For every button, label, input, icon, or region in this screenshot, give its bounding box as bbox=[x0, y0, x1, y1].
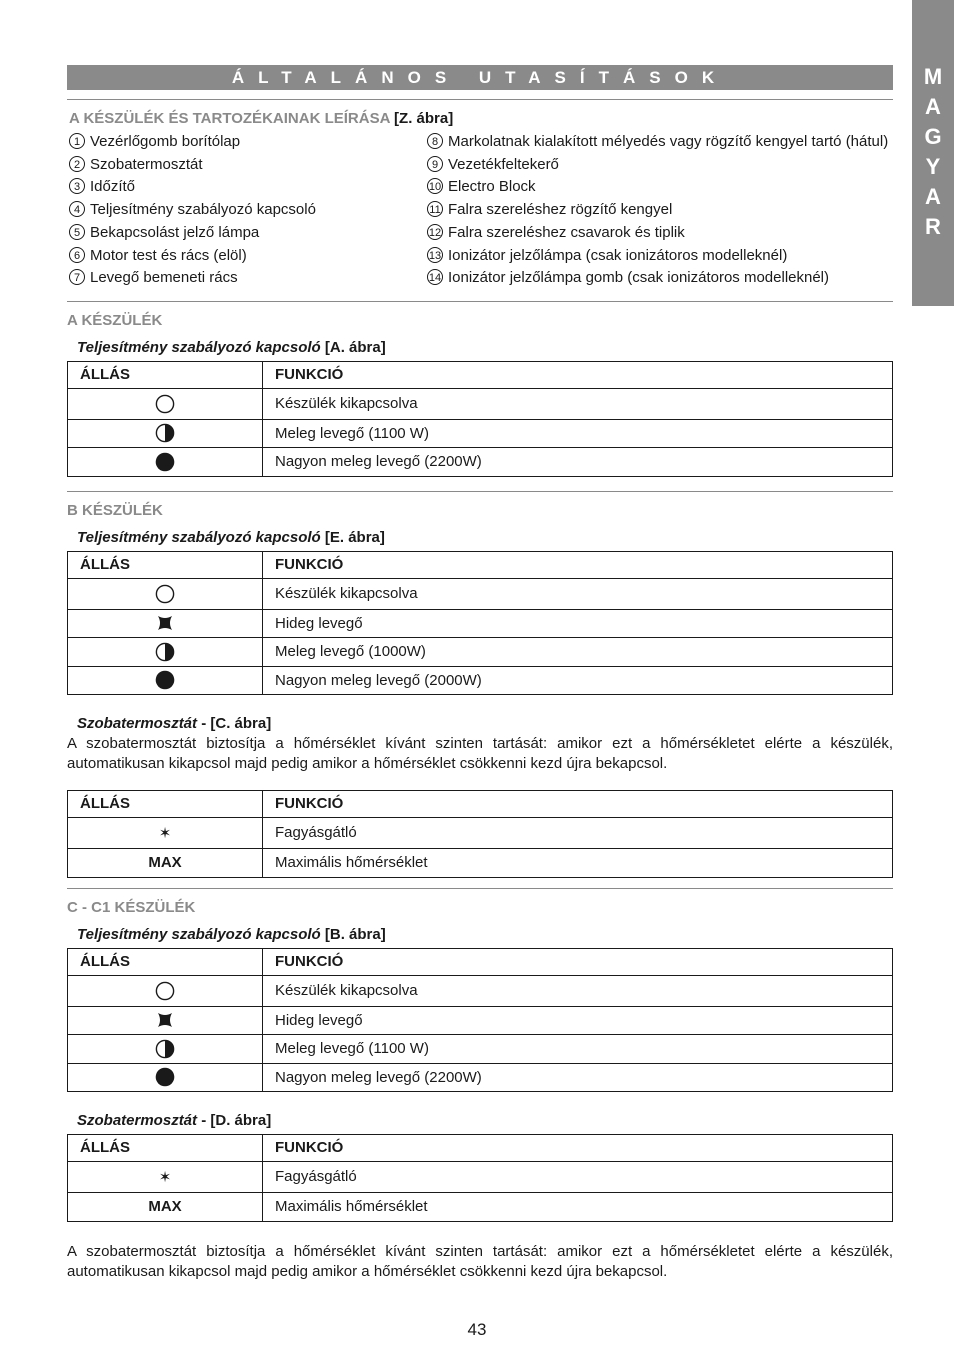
col-header-position: ÁLLÁS bbox=[68, 361, 263, 388]
function-cell: Meleg levegő (1000W) bbox=[263, 637, 893, 666]
subheading-italic: Szobatermosztát bbox=[77, 714, 198, 732]
off-circle-icon bbox=[155, 584, 175, 604]
table-header-row bbox=[68, 948, 893, 975]
function-cell: Nagyon meleg levegő (2200W) bbox=[263, 1063, 893, 1091]
description-ref: [Z. ábra] bbox=[394, 110, 454, 127]
table-row bbox=[68, 447, 893, 476]
table-row bbox=[68, 817, 893, 848]
table-row bbox=[68, 848, 893, 877]
section-a-heading: A KÉSZÜLÉK bbox=[67, 311, 163, 329]
col-header-position: ÁLLÁS bbox=[68, 948, 263, 975]
list-item bbox=[69, 222, 427, 245]
tab-letter: Y bbox=[925, 154, 941, 179]
col-header-function: FUNKCIÓ bbox=[263, 361, 893, 388]
item-text: Levegő bemeneti rács bbox=[90, 269, 238, 287]
list-item bbox=[69, 176, 427, 199]
thermostat-b-table bbox=[67, 790, 893, 878]
parts-list-left bbox=[69, 131, 427, 290]
function-cell: Maximális hőmérséklet bbox=[263, 848, 893, 877]
item-number: 11 bbox=[427, 201, 443, 217]
list-item bbox=[427, 222, 888, 245]
table-header-row bbox=[68, 361, 893, 388]
function-cell: Készülék kikapcsolva bbox=[263, 578, 893, 609]
language-side-tab bbox=[912, 0, 954, 306]
item-number: 10 bbox=[427, 178, 443, 194]
position-cell bbox=[68, 419, 263, 447]
list-item bbox=[69, 131, 427, 154]
col-header-position: ÁLLÁS bbox=[68, 1134, 263, 1161]
table-header-row bbox=[68, 790, 893, 817]
list-item bbox=[69, 154, 427, 177]
full-circle-icon bbox=[155, 1067, 175, 1087]
page-title: ÁLTALÁNOS UTASÍTÁSOK bbox=[67, 65, 893, 90]
item-text: Vezetékfeltekerő bbox=[448, 155, 559, 173]
item-number: 12 bbox=[427, 224, 443, 240]
position-cell bbox=[68, 975, 263, 1006]
table-row bbox=[68, 975, 893, 1006]
item-number: 7 bbox=[69, 269, 85, 285]
position-cell: ✶ bbox=[68, 817, 263, 848]
subheading-ref: [E. ábra] bbox=[324, 528, 385, 546]
table-header-row bbox=[68, 1134, 893, 1161]
item-text: Markolatnak kialakított mélyedés vagy rögzítő kengyel tartó (hátul) bbox=[448, 133, 889, 150]
function-cell: Hideg levegő bbox=[263, 609, 893, 637]
table-header-row bbox=[68, 551, 893, 578]
section-b-heading: B KÉSZÜLÉK bbox=[67, 501, 163, 519]
function-cell: Maximális hőmérséklet bbox=[263, 1192, 893, 1221]
page-content bbox=[67, 65, 893, 1282]
thermostat-b-heading bbox=[77, 715, 893, 732]
position-cell bbox=[68, 447, 263, 476]
item-text: Vezérlőgomb borítólap bbox=[90, 133, 241, 150]
function-cell: Nagyon meleg levegő (2000W) bbox=[263, 666, 893, 694]
function-cell: Nagyon meleg levegő (2200W) bbox=[263, 447, 893, 476]
list-item bbox=[69, 267, 427, 290]
title-divider bbox=[67, 99, 893, 100]
full-circle-icon bbox=[155, 452, 175, 472]
item-number: 6 bbox=[69, 247, 85, 263]
list-item bbox=[69, 245, 427, 268]
item-text: Motor test és rács (elöl) bbox=[90, 246, 247, 264]
tab-letter: M bbox=[923, 64, 943, 89]
item-text: Falra szereléshez csavarok és tiplik bbox=[448, 223, 685, 241]
position-cell bbox=[68, 609, 263, 637]
item-number: 3 bbox=[69, 178, 85, 194]
table-row bbox=[68, 1161, 893, 1192]
item-number: 2 bbox=[69, 156, 85, 172]
item-number: 8 bbox=[427, 133, 443, 149]
col-header-position: ÁLLÁS bbox=[68, 790, 263, 817]
thermostat-c-table bbox=[67, 1134, 893, 1222]
list-item bbox=[427, 176, 888, 199]
col-header-function: FUNKCIÓ bbox=[263, 790, 893, 817]
list-item bbox=[427, 131, 888, 154]
table-row bbox=[68, 419, 893, 447]
position-cell bbox=[68, 578, 263, 609]
fan-icon bbox=[155, 613, 175, 633]
tab-letter: A bbox=[925, 184, 941, 209]
item-text: Ionizátor jelzőlámpa (csak ionizátoros modelleknél) bbox=[448, 246, 788, 264]
item-text: Electro Block bbox=[448, 178, 536, 196]
table-row bbox=[68, 1006, 893, 1034]
function-cell: Készülék kikapcsolva bbox=[263, 388, 893, 419]
off-circle-icon bbox=[155, 981, 175, 1001]
section-divider bbox=[67, 491, 893, 492]
position-cell bbox=[68, 637, 263, 666]
item-text: Ionizátor jelzőlámpa gomb (csak ionizátoros modelleknél) bbox=[448, 269, 830, 287]
function-cell: Fagyásgátló bbox=[263, 1161, 893, 1192]
fan-icon bbox=[155, 1010, 175, 1030]
function-cell: Készülék kikapcsolva bbox=[263, 975, 893, 1006]
position-cell: MAX bbox=[68, 1192, 263, 1221]
thermostat-c-heading bbox=[77, 1112, 893, 1129]
item-text: Bekapcsolást jelző lámpa bbox=[90, 223, 260, 241]
col-header-position: ÁLLÁS bbox=[68, 551, 263, 578]
half-circle-icon bbox=[155, 423, 175, 443]
item-number: 13 bbox=[427, 247, 443, 263]
item-number: 1 bbox=[69, 133, 85, 149]
off-circle-icon bbox=[155, 394, 175, 414]
list-item bbox=[427, 154, 888, 177]
table-row bbox=[68, 1063, 893, 1091]
item-number: 14 bbox=[427, 269, 443, 285]
section-a-subheading bbox=[77, 339, 893, 356]
position-cell bbox=[68, 1063, 263, 1091]
item-text: Időzítő bbox=[90, 178, 136, 196]
subheading-ref: - [D. ábra] bbox=[201, 1111, 272, 1129]
table-row bbox=[68, 666, 893, 694]
position-cell: ✶ bbox=[68, 1161, 263, 1192]
section-b-subheading bbox=[77, 529, 893, 546]
full-circle-icon bbox=[155, 670, 175, 690]
half-circle-icon bbox=[155, 642, 175, 662]
section-c-table bbox=[67, 948, 893, 1092]
function-cell: Hideg levegő bbox=[263, 1006, 893, 1034]
section-a-table bbox=[67, 361, 893, 477]
description-heading bbox=[69, 110, 893, 127]
list-item bbox=[427, 199, 888, 222]
description-heading-text: A KÉSZÜLÉK ÉS TARTOZÉKAINAK LEÍRÁSA bbox=[69, 110, 390, 127]
list-item bbox=[69, 199, 427, 222]
item-text: Szobatermosztát bbox=[90, 155, 203, 173]
item-text: Teljesítmény szabályozó kapcsoló bbox=[90, 201, 316, 219]
table-row bbox=[68, 1192, 893, 1221]
section-b-table bbox=[67, 551, 893, 695]
parts-list bbox=[69, 131, 893, 290]
position-cell bbox=[68, 1006, 263, 1034]
subheading-italic: Teljesítmény szabályozó kapcsoló bbox=[77, 528, 321, 546]
subheading-italic: Teljesítmény szabályozó kapcsoló bbox=[77, 925, 321, 943]
item-number: 4 bbox=[69, 201, 85, 217]
page-number: 43 bbox=[467, 1320, 487, 1339]
subheading-italic: Szobatermosztát bbox=[77, 1111, 198, 1129]
col-header-function: FUNKCIÓ bbox=[263, 551, 893, 578]
thermostat-c-text: A szobatermosztát biztosítja a hőmérséklet kívánt szinten tartását: amikor ezt a hőmérsékletet elérte a készülék, automatikusan kikapcsol majd pedig amikor a hőmérséklet csökkenni kezd újra bekapcsol. bbox=[67, 1242, 893, 1280]
section-divider bbox=[67, 301, 893, 302]
half-circle-icon bbox=[155, 1039, 175, 1059]
thermostat-b-text: A szobatermosztát biztosítja a hőmérséklet kívánt szinten tartását: amikor ezt a hőmérsékletet elérte a készülék, automatikusan kikapcsol majd pedig amikor a hőmérséklet csökkenni kezd újra bekapcsol. bbox=[67, 734, 893, 772]
table-row bbox=[68, 1034, 893, 1063]
col-header-function: FUNKCIÓ bbox=[263, 948, 893, 975]
section-c-subheading bbox=[77, 926, 893, 943]
tab-letter: R bbox=[925, 214, 941, 239]
subheading-ref: [B. ábra] bbox=[324, 925, 386, 943]
subheading-ref: - [C. ábra] bbox=[201, 714, 272, 732]
table-row bbox=[68, 388, 893, 419]
col-header-function: FUNKCIÓ bbox=[263, 1134, 893, 1161]
section-divider bbox=[67, 888, 893, 889]
tab-letter: A bbox=[925, 94, 941, 119]
section-c-heading: C - C1 KÉSZÜLÉK bbox=[67, 898, 196, 916]
function-cell: Meleg levegő (1100 W) bbox=[263, 419, 893, 447]
position-cell bbox=[68, 666, 263, 694]
item-number: 9 bbox=[427, 156, 443, 172]
position-cell bbox=[68, 1034, 263, 1063]
item-text: Falra szereléshez rögzítő kengyel bbox=[448, 201, 673, 219]
table-row bbox=[68, 578, 893, 609]
parts-list-right bbox=[427, 131, 888, 290]
position-cell: MAX bbox=[68, 848, 263, 877]
item-number: 5 bbox=[69, 224, 85, 240]
function-cell: Fagyásgátló bbox=[263, 817, 893, 848]
subheading-ref: [A. ábra] bbox=[324, 338, 386, 356]
subheading-italic: Teljesítmény szabályozó kapcsoló bbox=[77, 338, 321, 356]
table-row bbox=[68, 609, 893, 637]
position-cell bbox=[68, 388, 263, 419]
description-section bbox=[69, 110, 893, 290]
table-row bbox=[68, 637, 893, 666]
list-item bbox=[427, 245, 888, 268]
list-item bbox=[427, 267, 888, 290]
function-cell: Meleg levegő (1100 W) bbox=[263, 1034, 893, 1063]
tab-letter: G bbox=[924, 124, 942, 149]
